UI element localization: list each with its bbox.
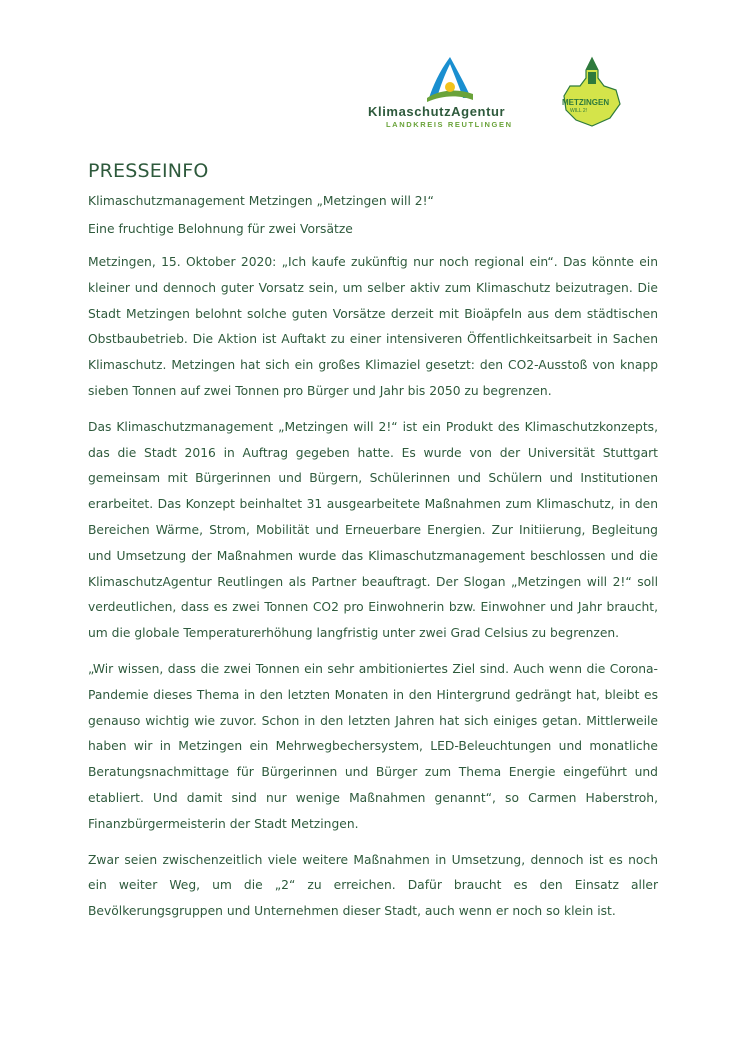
paragraph-3: „Wir wissen, dass die zwei Tonnen ein sehr ambitioniertes Ziel sind. Auch wenn die Corona-Pandemie dieses Thema in den letzten Monaten in den Hintergrund gedrängt hat, bleibt es genauso wichtig wie zuvor. Schon in den letzten Jahren hat sich einiges getan. Mittlerweile haben wir in Metzingen ein Mehrwegbechersystem, LED-Beleuchtungen und monatliche Beratungsnachmittage für Bürgerinnen und Bürger zum Thema Energie eingeführt und etabliert. Und damit sind nur wenige Maßnahmen genannt“, so Carmen Haberstroh, Finanzbürgermeisterin der Stadt Metzingen. <box>88 661 658 831</box>
page-title: PRESSEINFO <box>88 160 209 182</box>
paragraph-1: Metzingen, 15. Oktober 2020: „Ich kaufe zukünftig nur noch regional ein“. Das könnte ein kleiner und dennoch guter Vorsatz sein, um selber aktiv zum Klimaschutz beizutragen. Die Stadt Metzingen belohnt solche guten Vorsätze derzeit mit Bioäpfeln aus dem städtischen Obstbaubetrieb. Die Aktion ist Auftakt zu einer intensiveren Öffentlichkeitsarbeit in Sachen Klimaschutz. Metzingen hat sich ein großes Klimaziel gesetzt: den CO2-Ausstoß von knapp sieben Tonnen auf zwei Tonnen pro Bürger und Jahr bis 2050 zu begrenzen. <box>88 255 658 398</box>
metzingen-logo-subtitle: WILL 2! <box>570 108 588 114</box>
klimaschutzagentur-subtitle: LANDKREIS REUTLINGEN <box>386 120 513 129</box>
paragraph-4: Zwar seien zwischenzeitlich viele weitere Maßnahmen in Umsetzung, dennoch ist es noch ein weiter Weg, um die „2“ zu erreichen. Dafür braucht es den Einsatz aller Bevölkerungsgruppen und Unternehmen dieser Stadt, auch wenn er noch so klein ist. <box>88 852 658 919</box>
klimaschutzagentur-mark-icon <box>425 54 475 102</box>
subheading-topic: Eine fruchtige Belohnung für zwei Vorsätze <box>88 222 353 236</box>
metzingen-will-2-logo <box>556 56 628 130</box>
klimaschutzagentur-logo <box>368 52 528 130</box>
metzingen-logo-title: METZINGEN <box>562 98 610 107</box>
klimaschutzagentur-title: KlimaschutzAgentur <box>368 104 506 119</box>
header-logos <box>360 52 640 132</box>
subheading-project: Klimaschutzmanagement Metzingen „Metzingen will 2!“ <box>88 194 434 208</box>
press-release-body <box>88 160 658 935</box>
paragraph-2: Das Klimaschutzmanagement „Metzingen will 2!“ ist ein Produkt des Klimaschutzkonzepts, das die Stadt 2016 in Auftrag gegeben hatte. Es wurde von der Universität Stuttgart gemeinsam mit Bürgerinnen und Bürgern, Schülerinnen und Schülern und Institutionen erarbeitet. Das Konzept beinhaltet 31 ausgearbeitete Maßnahmen zum Klimaschutz, in den Bereichen Wärme, Strom, Mobilität und Erneuerbare Energien. Zur Initiierung, Begleitung und Umsetzung der Maßnahmen wurde das Klimaschutzmanagement beschlossen und die KlimaschutzAgentur Reutlingen als Partner beauftragt. Der Slogan „Metzingen will 2!“ soll verdeutlichen, dass es zwei Tonnen CO2 pro Einwohnerin bzw. Einwohner und Jahr braucht, um die globale Temperaturerhöhung langfristig unter zwei Grad Celsius zu begrenzen. <box>88 419 658 641</box>
metzingen-town-outline-icon <box>556 56 628 130</box>
